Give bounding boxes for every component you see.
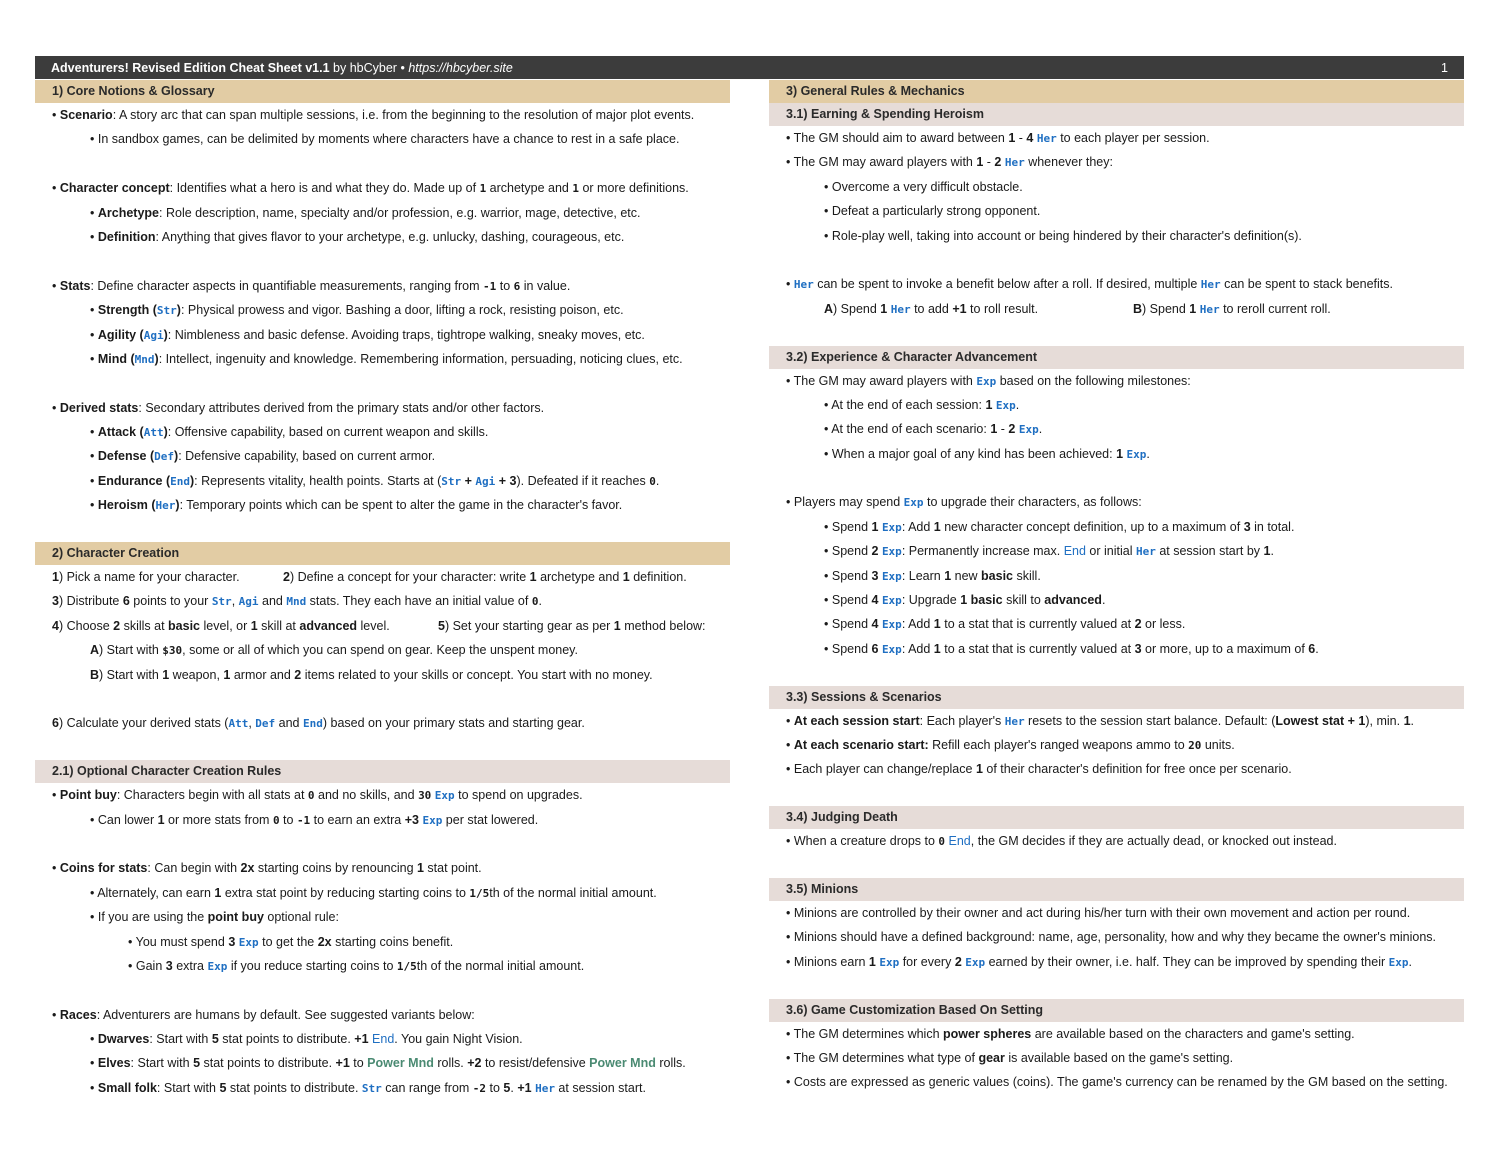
list-item: • Each player can change/replace 1 of their character's definition for free once per scenario.	[786, 762, 1292, 777]
header-text: Adventurers! Revised Edition Cheat Sheet v1.1 by hbCyber • https://hbcyber.site	[51, 60, 513, 75]
list-item: • The GM may award players with Exp based on the following milestones:	[786, 373, 1191, 388]
list-item: • Minions should have a defined background: name, age, personality, how and why they became the owner's minions.	[786, 930, 1436, 945]
list-item: 6) Calculate your derived stats (Att, Def and End) based on your primary stats and starting gear.	[52, 716, 585, 731]
list-item: • Races: Adventurers are humans by default. See suggested variants below:	[52, 1007, 475, 1022]
list-item: • Costs are expressed as generic values (coins). The game's currency can be renamed by the GM based on the setting.	[786, 1075, 1448, 1090]
list-item: • Strength (Str): Physical prowess and vigor. Bashing a door, lifting a rock, resisting poison, etc.	[90, 303, 624, 318]
list-item: • Scenario: A story arc that can span multiple sessions, i.e. from the beginning to the resolution of major plot events.	[52, 108, 695, 122]
list-item: • Minions are controlled by their owner and act during his/her turn with their own movement and action per round.	[786, 905, 1411, 920]
list-item: • Spend 6 Exp: Add 1 to a stat that is currently valued at 3 or more, up to a maximum of 6.	[824, 641, 1319, 656]
list-item: • Stats: Define character aspects in quantifiable measurements, ranging from -1 to 6 in value.	[52, 278, 571, 293]
list-item: • Spend 3 Exp: Learn 1 new basic skill.	[824, 568, 1041, 583]
section-judging-death: 3.4) Judging Death	[769, 806, 1464, 829]
list-item: • Heroism (Her): Temporary points which can be spent to alter the game in the character's favor.	[90, 498, 623, 513]
list-item: • Defeat a particularly strong opponent.	[824, 204, 1041, 219]
list-item: • Alternately, can earn 1 extra stat point by reducing starting coins to 1/5th of the normal initial amount.	[90, 885, 657, 900]
list-item: • The GM determines what type of gear is available based on the game's setting.	[786, 1050, 1234, 1065]
list-item: • Defense (Def): Defensive capability, based on current armor.	[90, 449, 436, 464]
section-core-notions: 1) Core Notions & Glossary	[35, 80, 730, 103]
list-item: • Endurance (End): Represents vitality, health points. Starts at (Str + Agi + 3). Defeated if it reaches 0.	[90, 473, 660, 488]
list-item: • Can lower 1 or more stats from 0 to -1 to earn an extra +3 Exp per stat lowered.	[90, 812, 539, 827]
left-column	[35, 80, 730, 1100]
list-item: • At each scenario start: Refill each player's ranged weapons ammo to 20 units.	[786, 737, 1235, 752]
section-sessions: 3.3) Sessions & Scenarios	[769, 686, 1464, 709]
list-item: • Attack (Att): Offensive capability, based on current weapon and skills.	[90, 425, 489, 440]
list-item: • Point buy: Characters begin with all stats at 0 and no skills, and 30 Exp to spend on upgrades.	[52, 788, 583, 803]
list-item: • Archetype: Role description, name, specialty and/or profession, e.g. warrior, mage, detective, etc.	[90, 205, 641, 220]
list-item: • Spend 4 Exp: Add 1 to a stat that is currently valued at 2 or less.	[824, 617, 1186, 632]
list-item: • The GM should aim to award between 1 - 4 Her to each player per session.	[786, 131, 1210, 145]
list-item: A) Spend 1 Her to add +1 to roll result. B) Spend 1 Her to reroll current roll.	[824, 301, 1331, 316]
section-minions: 3.5) Minions	[769, 878, 1464, 901]
list-item: • Minions earn 1 Exp for every 2 Exp earned by their owner, i.e. half. They can be improved by spending their Exp.	[786, 954, 1412, 969]
list-item: • Elves: Start with 5 stat points to distribute. +1 to Power Mnd rolls. +2 to resist/defensive Power Mnd rolls.	[90, 1056, 686, 1071]
list-item: • The GM may award players with 1 - 2 Her whenever they:	[786, 155, 1113, 170]
doc-author: by hbCyber	[333, 60, 397, 75]
list-item: • Overcome a very difficult obstacle.	[824, 179, 1023, 194]
list-item: • Small folk: Start with 5 stat points to distribute. Str can range from -2 to 5. +1 Her at session start.	[90, 1080, 646, 1095]
doc-url[interactable]: https://hbcyber.site	[408, 60, 513, 75]
list-item: • At the end of each session: 1 Exp.	[824, 397, 1020, 412]
list-item: • In sandbox games, can be delimited by moments where characters have a chance to rest in a safe place.	[90, 132, 680, 147]
list-item: • Spend 4 Exp: Upgrade 1 basic skill to advanced.	[824, 593, 1106, 608]
list-item: • If you are using the point buy optional rule:	[90, 910, 339, 925]
page-number: 1	[1441, 60, 1448, 75]
list-item: • Character concept: Identifies what a hero is and what they do. Made up of 1 archetype and 1 or more definitions.	[52, 181, 689, 196]
list-item: • When a creature drops to 0 End, the GM decides if they are actually dead, or knocked out instead.	[786, 834, 1337, 849]
list-item: • At each session start: Each player's Her resets to the session start balance. Default: (Lowest stat + 1), min. 1.	[786, 713, 1415, 728]
list-item: • Dwarves: Start with 5 stat points to distribute. +1 End. You gain Night Vision.	[90, 1032, 523, 1047]
list-item: • Her can be spent to invoke a benefit below after a roll. If desired, multiple Her can be spent to stack benefits.	[786, 277, 1393, 292]
list-item: • Spend 1 Exp: Add 1 new character concept definition, up to a maximum of 3 in total.	[824, 519, 1295, 534]
list-item: • Derived stats: Secondary attributes derived from the primary stats and/or other factors.	[52, 400, 545, 415]
section-heroism: 3.1) Earning & Spending Heroism	[769, 103, 1464, 126]
list-item: • Spend 2 Exp: Permanently increase max. End or initial Her at session start by 1.	[824, 544, 1274, 559]
section-experience: 3.2) Experience & Character Advancement	[769, 346, 1464, 369]
list-item: • Players may spend Exp to upgrade their characters, as follows:	[786, 495, 1142, 510]
section-optional-rules: 2.1) Optional Character Creation Rules	[35, 760, 730, 783]
section-character-creation: 2) Character Creation	[35, 542, 730, 565]
list-item: 4) Choose 2 skills at basic level, or 1 skill at advanced level. 5) Set your starting gear as per 1 method below:	[52, 618, 706, 633]
list-item: • You must spend 3 Exp to get the 2x starting coins benefit.	[128, 934, 454, 949]
list-item: • Gain 3 extra Exp if you reduce starting coins to 1/5th of the normal initial amount.	[128, 958, 585, 973]
section-customization: 3.6) Game Customization Based On Setting	[769, 999, 1464, 1022]
list-item: 3) Distribute 6 points to your Str, Agi and Mnd stats. They each have an initial value of 0.	[52, 594, 542, 609]
list-item: • When a major goal of any kind has been achieved: 1 Exp.	[824, 446, 1150, 461]
list-item: B) Start with 1 weapon, 1 armor and 2 items related to your skills or concept. You start with no money.	[90, 667, 653, 682]
doc-title: Adventurers! Revised Edition Cheat Sheet v1.1	[51, 60, 330, 75]
list-item: 1) Pick a name for your character. 2) Define a concept for your character: write 1 archetype and 1 definition.	[52, 570, 687, 585]
section-general-rules: 3) General Rules & Mechanics	[769, 80, 1464, 103]
list-item: • Mind (Mnd): Intellect, ingenuity and knowledge. Remembering information, persuading, noticing clues, etc.	[90, 351, 683, 366]
list-item: A) Start with $30, some or all of which you can spend on gear. Keep the unspent money.	[90, 643, 578, 658]
list-item: • Coins for stats: Can begin with 2x starting coins by renouncing 1 stat point.	[52, 861, 482, 876]
list-item: • At the end of each scenario: 1 - 2 Exp.	[824, 422, 1043, 437]
list-item: • Definition: Anything that gives flavor to your archetype, e.g. unlucky, dashing, courageous, etc.	[90, 229, 625, 244]
list-item: • Agility (Agi): Nimbleness and basic defense. Avoiding traps, tightrope walking, sneaky moves, etc.	[90, 327, 645, 342]
page-header	[35, 56, 1464, 79]
list-item: • Role-play well, taking into account or being hindered by their character's definition(s).	[824, 228, 1302, 243]
right-column	[769, 80, 1464, 1095]
list-item: • The GM determines which power spheres are available based on the characters and game's setting.	[786, 1026, 1355, 1041]
